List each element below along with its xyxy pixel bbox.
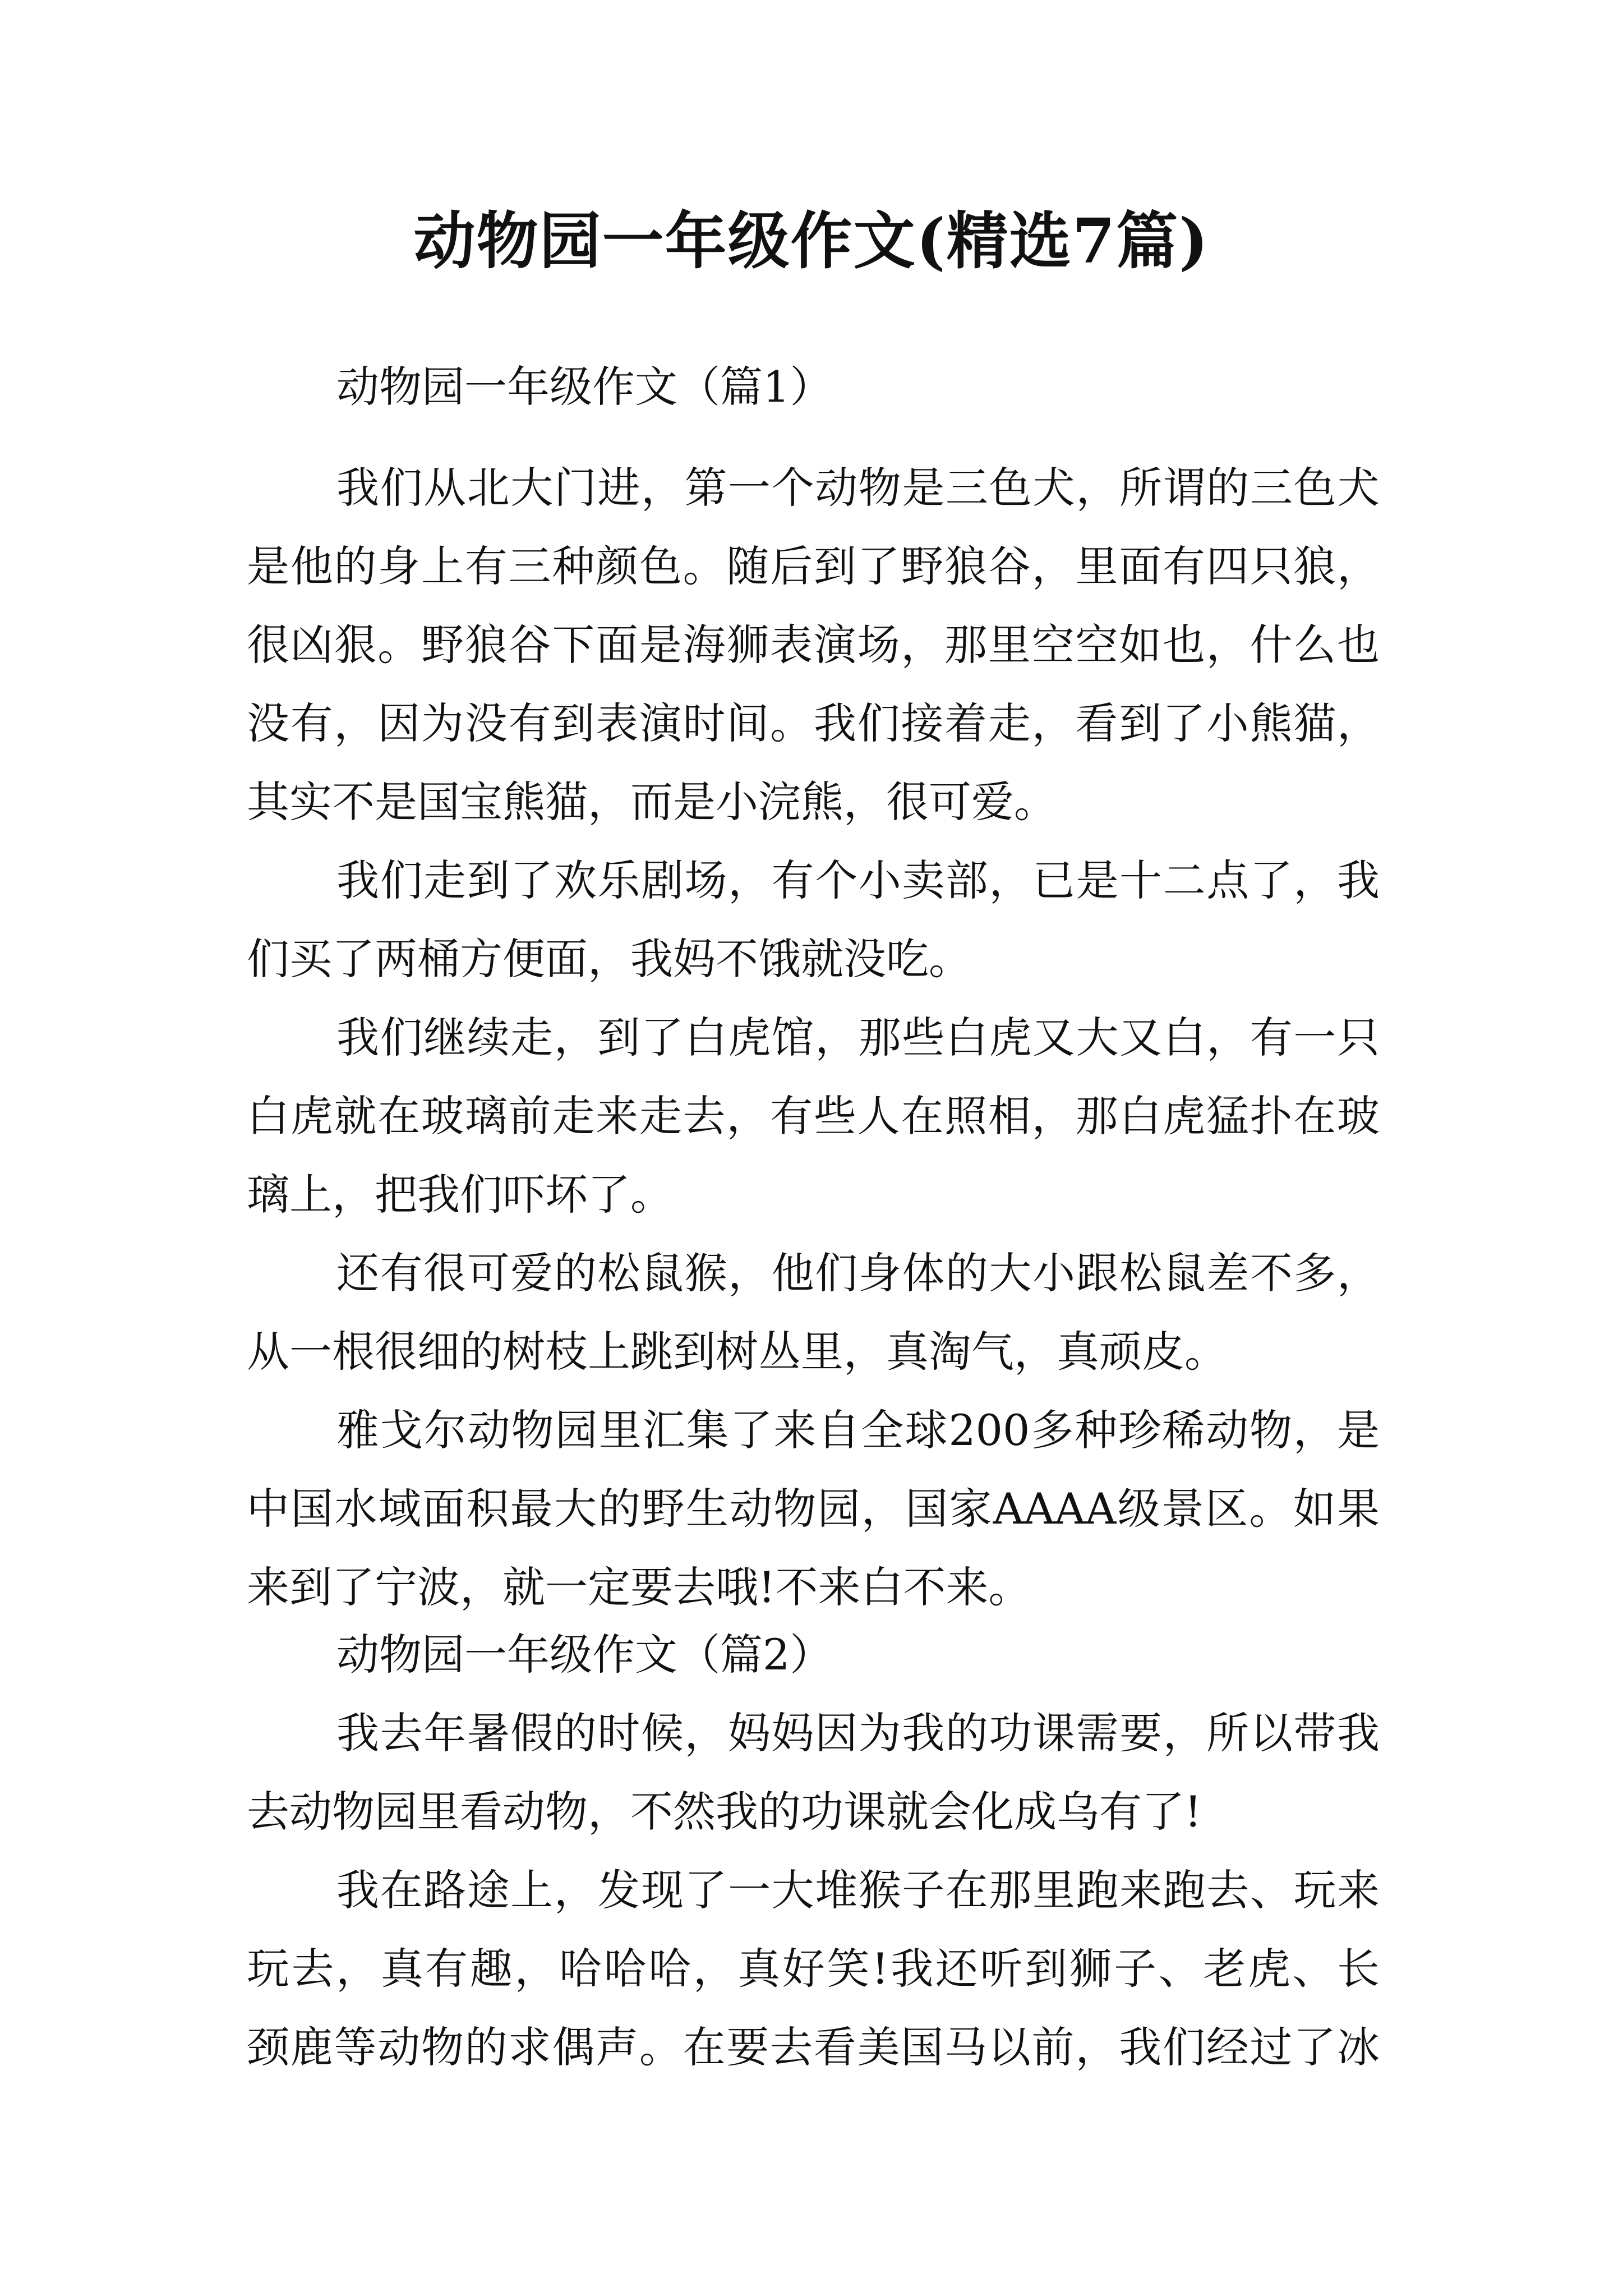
text-line: 还有很可爱的松鼠猴，他们身体的大小跟松鼠差不多， [336,1248,1380,1298]
text-line: 颈鹿等动物的求偶声。在要去看美国马以前，我们经过了冰 [247,2022,1380,2072]
text-line: 从一根很细的树枝上跳到树丛里，真淘气，真顽皮。 [247,1327,1227,1377]
section-heading-2: 动物园一年级作文（篇2） [336,1630,833,1680]
text-line: 们买了两桶方便面，我妈不饿就没吃。 [247,934,971,984]
text-line: 中国水域面积最大的野生动物园，国家AAAA级景区。如果 [247,1484,1380,1534]
section-heading-1: 动物园一年级作文（篇1） [336,362,833,412]
text-line: 我在路途上，发现了一大堆猴子在那里跑来跑去、玩来 [336,1865,1380,1915]
text-line: 我们走到了欢乐剧场，有个小卖部，已是十二点了，我 [336,855,1380,905]
text-line: 很凶狠。野狼谷下面是海狮表演场，那里空空如也，什么也 [247,620,1380,670]
text-line: 雅戈尔动物园里汇集了来自全球200多种珍稀动物，是 [336,1405,1380,1455]
text-line: 玩去，真有趣，哈哈哈，真好笑!我还听到狮子、老虎、长 [247,1944,1380,1994]
document-title: 动物园一年级作文(精选7篇) [413,205,1210,277]
text-line: 我们从北大门进，第一个动物是三色犬，所谓的三色犬 [336,463,1380,513]
text-line: 我去年暑假的时候，妈妈因为我的功课需要，所以带我 [336,1708,1380,1758]
text-line: 璃上，把我们吓坏了。 [247,1170,673,1220]
text-line: 去动物园里看动物，不然我的功课就会化成乌有了! [247,1787,1202,1837]
text-line: 白虎就在玻璃前走来走去，有些人在照相，那白虎猛扑在玻 [247,1091,1380,1141]
text-line: 其实不是国宝熊猫，而是小浣熊，很可爱。 [247,777,1057,827]
text-line: 没有，因为没有到表演时间。我们接着走，看到了小熊猫， [247,698,1380,748]
text-line: 我们继续走，到了白虎馆，那些白虎又大又白，有一只 [336,1013,1380,1062]
text-line: 来到了宁波，就一定要去哦!不来白不来。 [247,1562,1031,1612]
text-line: 是他的身上有三种颜色。随后到了野狼谷，里面有四只狼， [247,541,1380,591]
